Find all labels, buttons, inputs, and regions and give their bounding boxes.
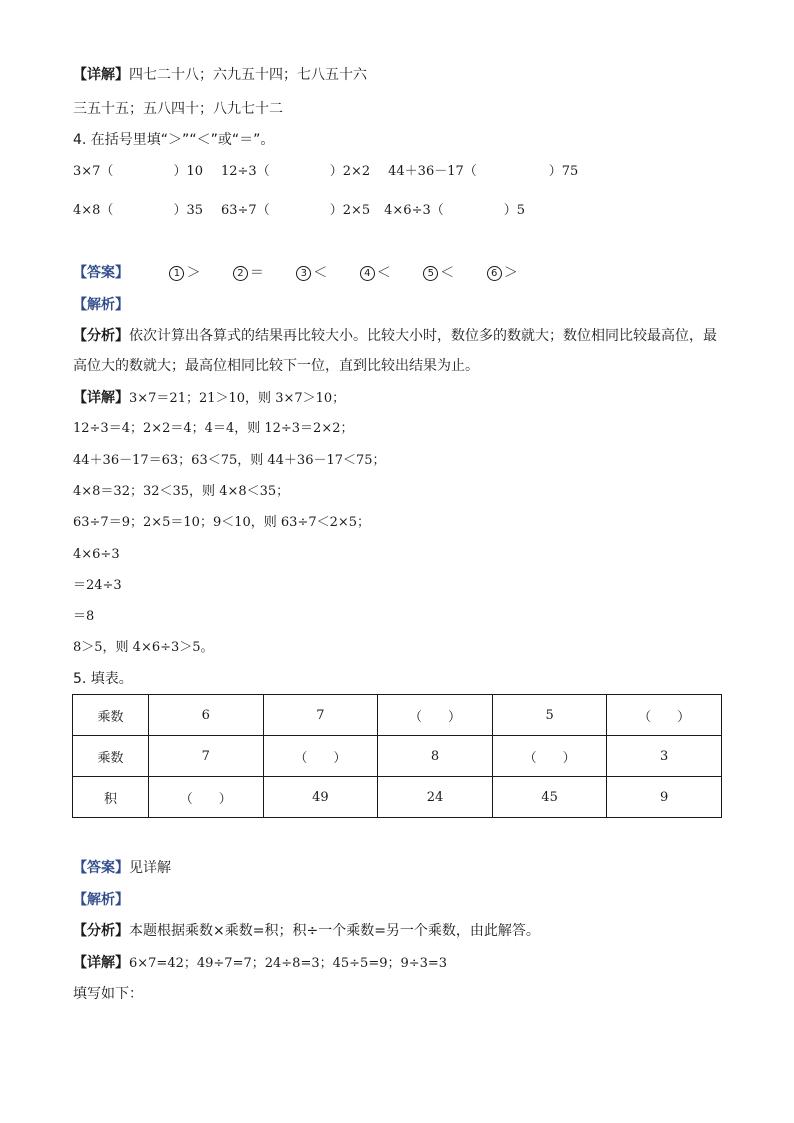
circled-number: 4 bbox=[360, 266, 375, 281]
fenxi-tag: 【分析】 bbox=[73, 328, 129, 344]
expr: ）10 bbox=[173, 164, 203, 179]
circled-number: 5 bbox=[423, 266, 438, 281]
expr: 4×6÷3（ bbox=[384, 203, 444, 218]
expr: ）35 bbox=[173, 203, 203, 218]
circled-number: 3 bbox=[296, 266, 311, 281]
detail-line bbox=[73, 954, 447, 973]
answer-item-1 bbox=[169, 264, 200, 282]
detail-text: 6×7=42；49÷7=7；24÷8=3；45÷5=9；9÷3=3 bbox=[129, 956, 448, 971]
answer-value: ＝ bbox=[249, 265, 264, 281]
expr: 44＋36－17（ bbox=[388, 164, 477, 179]
fenxi-tag: 【分析】 bbox=[73, 923, 129, 939]
answer-item-6 bbox=[487, 264, 518, 282]
table-cell: 8 bbox=[378, 736, 493, 777]
table-cell: （ ） bbox=[607, 695, 722, 736]
detail-line-7: ＝24÷3 bbox=[73, 578, 122, 593]
table-cell: （ ） bbox=[492, 736, 607, 777]
detail-line-2: 12÷3＝4；2×2＝4；4＝4，则 12÷3＝2×2； bbox=[73, 421, 354, 436]
answer-item-3 bbox=[296, 264, 327, 282]
analysis-tag: 【解析】 bbox=[73, 297, 129, 313]
expr: 12÷3（ bbox=[220, 164, 270, 179]
question-5-title: 5. 填表。 bbox=[73, 671, 133, 687]
table-cell: （ ） bbox=[149, 777, 264, 818]
analysis-tag: 【解析】 bbox=[73, 892, 129, 908]
answer-item-2 bbox=[233, 264, 264, 282]
answer-tag: 【答案】 bbox=[73, 265, 129, 281]
question-4-row-2 bbox=[73, 202, 525, 220]
detail-tag: 【详解】 bbox=[73, 390, 129, 406]
answer-item-5 bbox=[423, 264, 454, 282]
expr: ）2×5 bbox=[329, 203, 371, 218]
answer-text: 见详解 bbox=[129, 860, 171, 876]
table-cell: 6 bbox=[149, 695, 264, 736]
detail-line-6: 4×6÷3 bbox=[73, 547, 120, 562]
question-5-answer bbox=[73, 859, 171, 877]
fenxi-text: 依次计算出各算式的结果再比较大小。比较大小时，数位多的数就大；数位相同比较最高位，最 bbox=[129, 328, 717, 344]
table-cell: （ ） bbox=[378, 695, 493, 736]
table-cell: 7 bbox=[263, 695, 378, 736]
circled-number: 2 bbox=[233, 266, 248, 281]
multiplication-table bbox=[72, 694, 722, 818]
detail-tag: 【详解】 bbox=[73, 955, 129, 971]
answer-value: ＜ bbox=[376, 265, 391, 281]
expr: 3×7（ bbox=[73, 164, 114, 179]
table-row bbox=[73, 695, 722, 736]
answer-item-4 bbox=[360, 264, 391, 282]
answer-value: ＜ bbox=[440, 265, 455, 281]
expr: 63÷7（ bbox=[220, 203, 270, 218]
table-row bbox=[73, 736, 722, 777]
expr: ）5 bbox=[503, 203, 526, 218]
table-cell: 积 bbox=[73, 777, 149, 818]
table-cell: 45 bbox=[492, 777, 607, 818]
detail-tag: 【详解】 bbox=[73, 67, 129, 83]
detail-line-1 bbox=[73, 389, 345, 408]
fill-in-label: 填写如下： bbox=[73, 986, 143, 1002]
answer-value: ＜ bbox=[313, 265, 328, 281]
question-4-row-1 bbox=[73, 163, 578, 181]
question-4-title: 4. 在括号里填“＞”“＜”或“＝”。 bbox=[73, 132, 275, 148]
prev-detail-line-2: 三五十五；五八四十；八九七十二 bbox=[73, 101, 283, 117]
circled-number: 6 bbox=[487, 266, 502, 281]
table-row bbox=[73, 777, 722, 818]
circled-number: 1 bbox=[169, 266, 184, 281]
table-cell: 24 bbox=[378, 777, 493, 818]
expr: ）2×2 bbox=[329, 164, 371, 179]
question-4-answer bbox=[73, 264, 518, 282]
answer-tag: 【答案】 bbox=[73, 860, 129, 876]
answer-value: ＞ bbox=[186, 265, 201, 281]
table-cell: 7 bbox=[149, 736, 264, 777]
detail-line-9: 8＞5，则 4×6÷3＞5。 bbox=[73, 640, 214, 655]
detail-line-8: ＝8 bbox=[73, 609, 95, 624]
table-cell: 9 bbox=[607, 777, 722, 818]
analysis-line-1 bbox=[73, 327, 717, 345]
prev-detail-line-1 bbox=[73, 66, 367, 84]
table-cell: 49 bbox=[263, 777, 378, 818]
answer-value: ＞ bbox=[503, 265, 518, 281]
expr: ）75 bbox=[548, 164, 579, 179]
table-cell: 5 bbox=[492, 695, 607, 736]
detail-line-3: 44＋36－17＝63；63＜75，则 44＋36－17＜75； bbox=[73, 453, 386, 468]
table-cell: 3 bbox=[607, 736, 722, 777]
detail-text: 四七二十八；六九五十四；七八五十六 bbox=[129, 67, 367, 83]
table-cell: 乘数 bbox=[73, 736, 149, 777]
table-cell: （ ） bbox=[263, 736, 378, 777]
detail-line-5: 63÷7＝9；2×5＝10；9＜10，则 63÷7＜2×5； bbox=[73, 515, 371, 530]
table-cell: 乘数 bbox=[73, 695, 149, 736]
analysis-line bbox=[73, 922, 540, 940]
expr: 4×8（ bbox=[73, 203, 114, 218]
analysis-line-2: 高位大的数就大；最高位相同比较下一位，直到比较出结果为止。 bbox=[73, 358, 479, 374]
fenxi-text: 本题根据乘数×乘数=积；积÷一个乘数=另一个乘数，由此解答。 bbox=[129, 923, 540, 939]
detail-line-4: 4×8＝32；32＜35，则 4×8＜35； bbox=[73, 484, 290, 499]
detail-text: 3×7＝21；21＞10，则 3×7＞10； bbox=[129, 391, 346, 406]
